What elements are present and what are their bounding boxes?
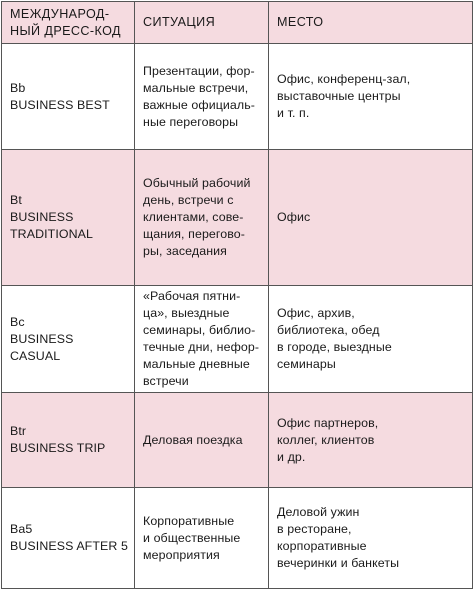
situation-line: клиентами, сове- <box>143 210 244 224</box>
header-dress-code <box>2 2 135 44</box>
situation-line: Деловая поездка <box>143 432 243 447</box>
dress-code-name: BUSINESS <box>10 331 74 346</box>
place-line: Офис, архив, <box>277 306 355 320</box>
dress-code-name: BUSINESS TRIP <box>10 441 106 455</box>
situation-line: встречи <box>143 374 189 388</box>
table-row <box>2 488 473 589</box>
cell-place <box>269 393 473 488</box>
table-row <box>2 393 473 488</box>
situation-line: Корпоративные <box>143 513 235 528</box>
place-line: и т. п. <box>277 106 310 120</box>
cell-dress-code <box>2 44 135 150</box>
cell-situation <box>135 393 269 488</box>
header-dress-code-line: МЕЖДУНАРОД- <box>10 6 110 21</box>
situation-line: и общественные <box>143 530 241 545</box>
situation-line: Обычный рабочий <box>143 176 251 190</box>
header-place <box>269 2 473 44</box>
cell-dress-code <box>2 286 135 393</box>
cell-place <box>269 44 473 150</box>
table-row <box>2 150 473 286</box>
table-row <box>2 286 473 393</box>
cell-situation <box>135 44 269 150</box>
place-line: в городе, выездные <box>277 340 392 354</box>
place-line: Офис <box>277 210 311 224</box>
situation-line: важные официаль- <box>143 97 256 112</box>
dress-code-abbr: Bb <box>10 80 26 95</box>
situation-line: семинары, библио- <box>143 323 256 337</box>
situation-line: щания, перегово- <box>143 227 246 241</box>
dress-code-table <box>1 1 473 589</box>
dress-code-name: BUSINESS <box>10 210 74 224</box>
dress-code-name: BUSINESS BEST <box>10 97 110 112</box>
cell-situation <box>135 488 269 589</box>
cell-place <box>269 150 473 286</box>
header-place-line: МЕСТО <box>277 15 324 29</box>
dress-code-name: CASUAL <box>10 348 61 363</box>
cell-place <box>269 286 473 393</box>
situation-line: мероприятия <box>143 547 220 562</box>
situation-line: ца», выездные <box>143 306 230 320</box>
situation-line: течные дни, нефор- <box>143 340 260 354</box>
dress-code-abbr: Ba5 <box>10 522 33 536</box>
place-line: Офис партнеров, <box>277 415 379 430</box>
table-header-row <box>2 2 473 44</box>
header-situation-line: СИТУАЦИЯ <box>143 15 216 29</box>
situation-line: мальные встречи, <box>143 80 249 95</box>
place-line: в ресторане, <box>277 522 352 536</box>
place-line: Офис, конференц-зал, <box>277 72 411 86</box>
place-line: и др. <box>277 449 306 464</box>
place-line: семинары <box>277 357 336 371</box>
dress-code-abbr: Bt <box>10 193 22 207</box>
situation-line: мальные дневные <box>143 357 250 371</box>
dress-code-name: BUSINESS AFTER 5 <box>10 539 128 553</box>
place-line: коллег, клиентов <box>277 432 375 447</box>
situation-line: ры, заседания <box>143 244 227 258</box>
situation-line: ные переговоры <box>143 114 239 129</box>
cell-situation <box>135 286 269 393</box>
cell-place <box>269 488 473 589</box>
situation-line: день, встречи с <box>143 193 234 207</box>
dress-code-name: TRADITIONAL <box>10 227 94 241</box>
table-row <box>2 44 473 150</box>
cell-dress-code <box>2 488 135 589</box>
place-line: выставочные центры <box>277 89 401 103</box>
header-situation <box>135 2 269 44</box>
place-line: вечеринки и банкеты <box>277 556 400 570</box>
cell-dress-code <box>2 150 135 286</box>
situation-line: Презентации, фор- <box>143 63 255 78</box>
header-dress-code-line: НЫЙ ДРЕСС-КОД <box>10 23 121 38</box>
cell-situation <box>135 150 269 286</box>
place-line: корпоративные <box>277 539 367 553</box>
dress-code-abbr: Btr <box>10 424 27 438</box>
situation-line: «Рабочая пятни- <box>143 289 241 303</box>
place-line: Деловой ужин <box>277 505 360 519</box>
dress-code-abbr: Bc <box>10 314 25 329</box>
cell-dress-code <box>2 393 135 488</box>
place-line: библиотека, обед <box>277 323 380 337</box>
